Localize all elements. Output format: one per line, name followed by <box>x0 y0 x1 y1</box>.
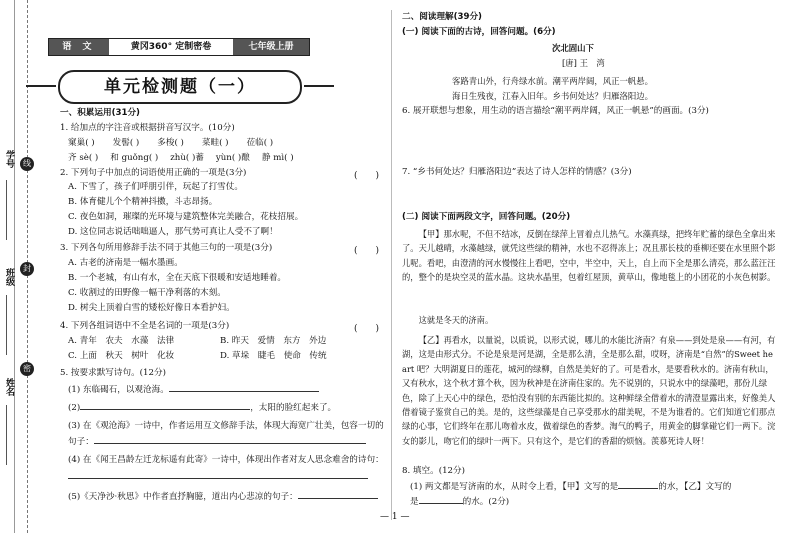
subject-label: 语 文 <box>49 39 109 55</box>
q5-1-text: (1) 东临碣石，以观沧海。 <box>68 385 169 395</box>
q1-text: 1. 给加点的字注音或根据拼音写汉字。(10分) <box>60 123 235 133</box>
passage-a: 【甲】那水呢，不但不结冰，反倒在绿萍上冒着点儿热气。水藻真绿，把终年贮蓄的绿色全拿出来了。天儿越晴，水藻越绿，就凭这些绿的精神，水也不忍得冻上；况且那长枝的垂柳还要在水里照个影儿呢。看吧，由澄清的河水慢慢往上看吧，空中，半空中，天上，自上而下全是那么清亮，那么蓝汪汪的，整个的是块空灵的蓝水晶。这块水晶里，包着红屋顶，黄草山，像地毯上的小团花的小灰色树影。 <box>402 229 776 283</box>
binding-solid-line <box>14 0 15 533</box>
q2-answer-paren[interactable]: ( ) <box>354 171 380 181</box>
q5-1 <box>68 385 319 396</box>
q1-item: zhù( )蓄 <box>170 153 204 163</box>
binding-mark-seal: 封 <box>20 262 34 276</box>
q8-1-blank-a[interactable] <box>618 488 658 489</box>
section1-heading: 一、积累运用(31分) <box>60 108 140 118</box>
page-number: — 1 — <box>380 512 410 522</box>
part1-heading: (一) 阅读下面的古诗，回答问题。(6分) <box>402 27 556 37</box>
q1-item: 和 guǒng( ) <box>110 153 159 163</box>
student-id-label: 学号 <box>4 150 14 168</box>
q5-4b <box>68 472 368 483</box>
q5-2-text: ，太阳的脸红起来了。 <box>250 403 337 413</box>
q2-text: 2. 下列句子中加点的词语使用正确的一项是(3分) <box>60 168 247 178</box>
poem-author: [唐] 王 湾 <box>562 58 605 68</box>
q1-row2 <box>68 153 378 164</box>
q4-answer-paren[interactable]: ( ) <box>354 324 380 334</box>
q8-1-cont <box>410 497 509 508</box>
class-label: 班级 <box>4 268 14 286</box>
q2-option-b: B. 体育健儿个个精神抖擞，斗志昂扬。 <box>68 197 218 207</box>
q1-row1 <box>68 138 368 149</box>
part2-heading: (二) 阅读下面两段文字，回答问题。(20分) <box>402 212 571 222</box>
q5-3-blank[interactable] <box>94 443 366 444</box>
name-line <box>6 405 7 465</box>
q5-4-text: (4) 在《闻王昌龄左迁龙标遥有此寄》一诗中，体现出作者对友人思念难舍的诗句： <box>68 455 384 465</box>
poem-line-1: 客路青山外，行舟绿水前。潮平两岸阔，风正一帆悬。 <box>452 76 653 86</box>
q1-item: 齐 sè( ) <box>68 153 99 163</box>
q5-2-blank[interactable] <box>80 409 250 410</box>
right-column <box>402 0 777 533</box>
q5-5 <box>68 492 378 503</box>
q2-option-a: A. 下雪了，孩子们呼朋引伴，玩起了打雪仗。 <box>68 182 243 192</box>
q5-2 <box>68 403 336 414</box>
q8-1 <box>410 482 731 493</box>
q4-option-b: B. 昨天 爱情 东方 外边 <box>220 336 327 346</box>
q3-option-b: B. 一个老城，有山有水，全在天底下很暖和安适地睡着。 <box>68 273 287 283</box>
left-column <box>44 0 382 533</box>
poem-title: 次北固山下 <box>552 43 594 53</box>
q1-item: yùn( )酿 <box>215 153 250 163</box>
name-label: 姓名 <box>4 378 14 396</box>
q5-1-blank[interactable] <box>169 391 319 392</box>
q8-1-text-b: 的水，【乙】文写的 <box>658 482 732 492</box>
q4-option-d: D. 草垛 睫毛 使命 传统 <box>220 351 327 361</box>
student-id-line <box>6 180 7 240</box>
q6-text: 6. 展开联想与想象，用生动的语言描绘“潮平两岸阔，风正一帆悬”的画面。(3分) <box>402 106 709 116</box>
passage-b: 【乙】再看水，以量说，以质说，以形式说，哪儿的水能比济南？有泉——到处是泉——有河，有湖，这是由形式分。不论是泉是河是湖，全是那么清，全是那么甜，哎呀，济南是“自然”的Sweet heart 吧？大明湖夏日的莲花，城河的绿柳，自然是美好的了。可是看水，是要看秋水的。济南有秋山，又有秋水，这个秋才算个秋，因为秋神是在济南住家的。先不说别的，只说水中的绿藻吧，那份儿绿色，除了上天心中的绿色，恐怕没有别的东西能比拟的。这种鲜绿全借着水的清澄显露出来，好像美人借着镜子鉴赏自己的美。是的，这些绿藻是自己享受那水的甜美呢，不是为谁看的。它们知道它们那点绿的心事，它们终年在那儿吻着水皮，做着绿色的香梦。淘气的鸭子，用黄金的脚掌碰它们一两下。浣女的影儿，吻它们的绿叶一两下。只有这个，是它们的香甜的烦恼。羡慕死诗人呀！ <box>402 335 776 446</box>
q8-1-text: (1) 两文都是写济南的水，从时令上看，【甲】文写的是 <box>410 482 619 492</box>
grade-label: 七年级上册 <box>233 39 309 55</box>
q1-item: 静 mì( ) <box>261 153 294 163</box>
q1-item: 莅临( ) <box>246 138 274 148</box>
q3-answer-paren[interactable]: ( ) <box>354 246 380 256</box>
q8-1-text-c: 是 <box>410 497 419 507</box>
poem-line-2: 海日生残夜，江春入旧年。乡书何处达？归雁洛阳边。 <box>452 91 653 101</box>
q4-text: 4. 下列各组词语中不全是名词的一项是(3分) <box>60 321 230 331</box>
q5-text: 5. 按要求默写诗句。(12分) <box>60 368 166 378</box>
q3-text: 3. 下列各句所用修辞手法不同于其他三句的一项是(3分) <box>60 243 273 253</box>
q5-3b <box>68 437 366 448</box>
q3-option-d: D. 树尖上顶着白雪的矮松好像日本看护妇。 <box>68 303 235 313</box>
q8-1-text-d: 的水。(2分) <box>462 497 510 507</box>
binding-mark-line: 线 <box>20 157 34 171</box>
q7-text: 7. “乡书何处达？归雁洛阳边”表达了诗人怎样的情感？(3分) <box>402 167 632 177</box>
q5-4-blank[interactable] <box>68 478 368 479</box>
q8-1-blank-b[interactable] <box>419 503 463 504</box>
q1-item: 菜畦( ) <box>201 138 229 148</box>
q8-text: 8. 填空。(12分) <box>402 466 465 476</box>
q5-3-text: (3) 在《观沧海》一诗中，作者运用互文修辞手法，体现大海宽广壮美，包容一切的 <box>68 421 384 431</box>
q3-option-a: A. 古老的济南是一幅水墨画。 <box>68 258 183 268</box>
column-divider <box>391 10 392 520</box>
q1-item: 发髻( ) <box>112 138 140 148</box>
series-label: 黄冈360° 定制密卷 <box>130 42 212 52</box>
q2-option-c: C. 夜色如洞，璀璨的光环境与建筑整体完美融合，花枝招展。 <box>68 212 304 222</box>
q2-option-d: D. 这位同志说话咄咄逼人，那气势可真让人受不了啊！ <box>68 227 278 237</box>
q5-5-text: (5)《天净沙·秋思》中作者直抒胸臆，道出内心悲凉的句子： <box>68 492 298 502</box>
q1-item: 窠巢( ) <box>68 138 95 148</box>
section2-heading: 二、阅读理解(39分) <box>402 12 482 22</box>
q5-2-label: (2) <box>68 403 81 413</box>
binding-mark-secret: 密 <box>20 362 34 376</box>
q5-5-blank[interactable] <box>298 498 378 499</box>
binding-margin <box>0 0 40 533</box>
q3-option-c: C. 收割过的田野像一幅干净利落的木刻。 <box>68 288 226 298</box>
page-title: 单元检测题（一） <box>58 70 302 104</box>
class-line <box>6 295 7 355</box>
passage-a-end: 这就是冬天的济南。 <box>418 315 494 325</box>
q4-option-c: C. 上面 秋天 树叶 化妆 <box>68 351 175 361</box>
q5-3-label: 句子： <box>68 437 94 447</box>
q1-item: 多梭( ) <box>157 138 184 148</box>
q4-option-a: A. 青年 农夫 水藻 法律 <box>68 336 175 346</box>
